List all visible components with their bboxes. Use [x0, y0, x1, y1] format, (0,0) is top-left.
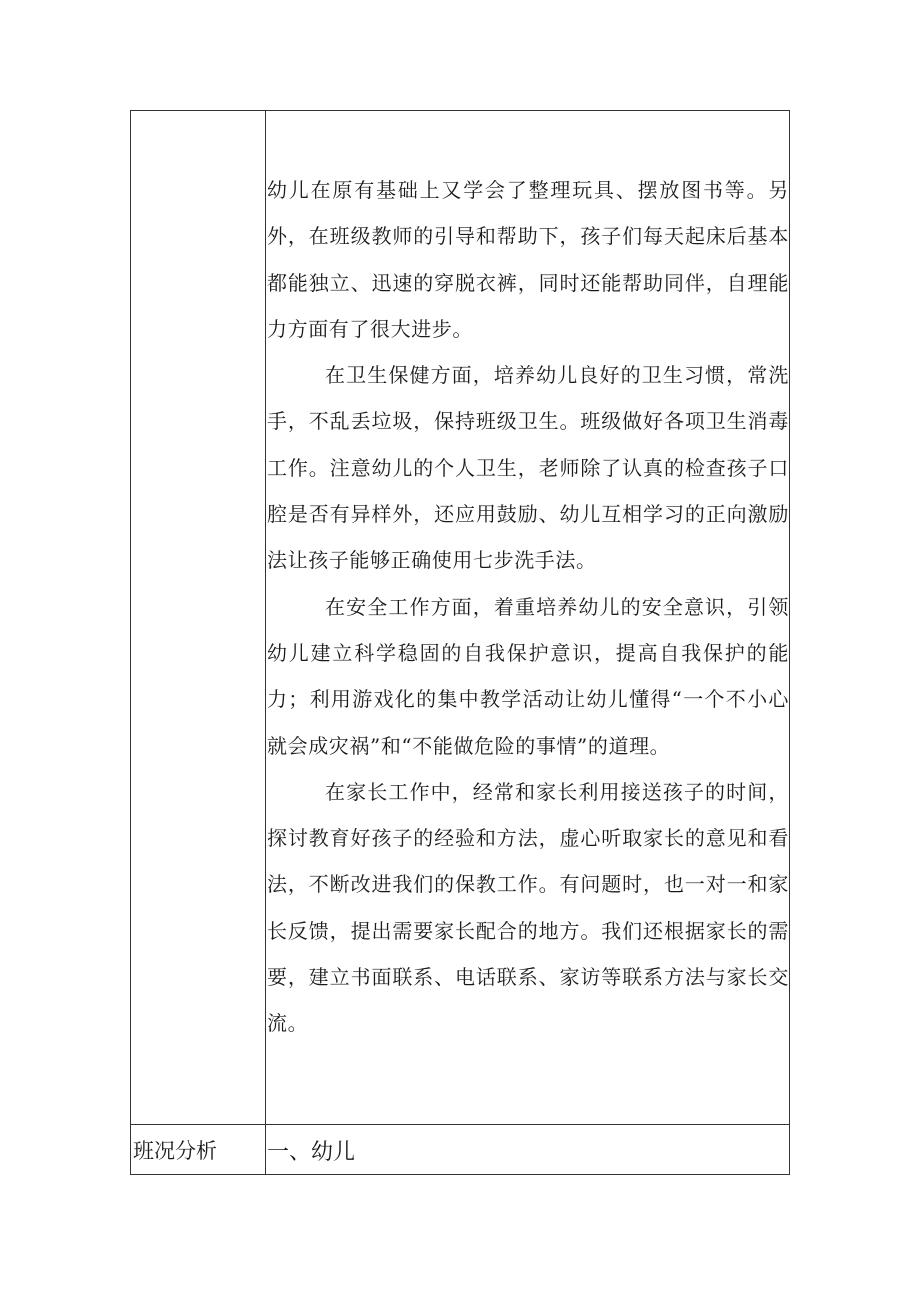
paragraph-hygiene: 在卫生保健方面，培养幼儿良好的卫生习惯，常洗手，不乱丢垃圾，保持班级卫生。班级做好各项卫生消毒工作。注意幼儿的个人卫生，老师除了认真的检查孩子口腔是否有异样外，还应用鼓励、幼儿互相学习的正向激励法让孩子能够正确使用七步洗手法。 — [267, 363, 789, 573]
document-table — [130, 110, 790, 1175]
paragraph-parents: 在家长工作中，经常和家长利用接送孩子的时间，探讨教育好孩子的经验和方法，虚心听取家长的意见和看法，不断改进我们的保教工作。有问题时，也一对一和家长反馈，提出需要家长配合的地方。我们还根据家长的需要，建立书面联系、电话联系、家访等联系方法与家长交流。 — [267, 779, 789, 1036]
content-cell — [267, 111, 789, 1124]
paragraph-self-care: 幼儿在原有基础上又学会了整理玩具、摆放图书等。另外，在班级教师的引导和帮助下，孩子们每天起床后基本都能独立、迅速的穿脱衣裤，同时还能帮助同伴，自理能力方面有了很大进步。 — [267, 178, 789, 341]
class-analysis-label: 班况分析 — [133, 1139, 217, 1163]
paragraph-safety: 在安全工作方面，着重培养幼儿的安全意识，引领幼儿建立科学稳固的自我保护意识，提高自我保护的能力；利用游戏化的集中教学活动让幼儿懂得“一个不小心就会成灾祸”和“不能做危险的事情”的道理。 — [267, 594, 789, 758]
section-heading-children: 一、幼儿 — [267, 1139, 356, 1165]
column-divider — [265, 111, 266, 1174]
